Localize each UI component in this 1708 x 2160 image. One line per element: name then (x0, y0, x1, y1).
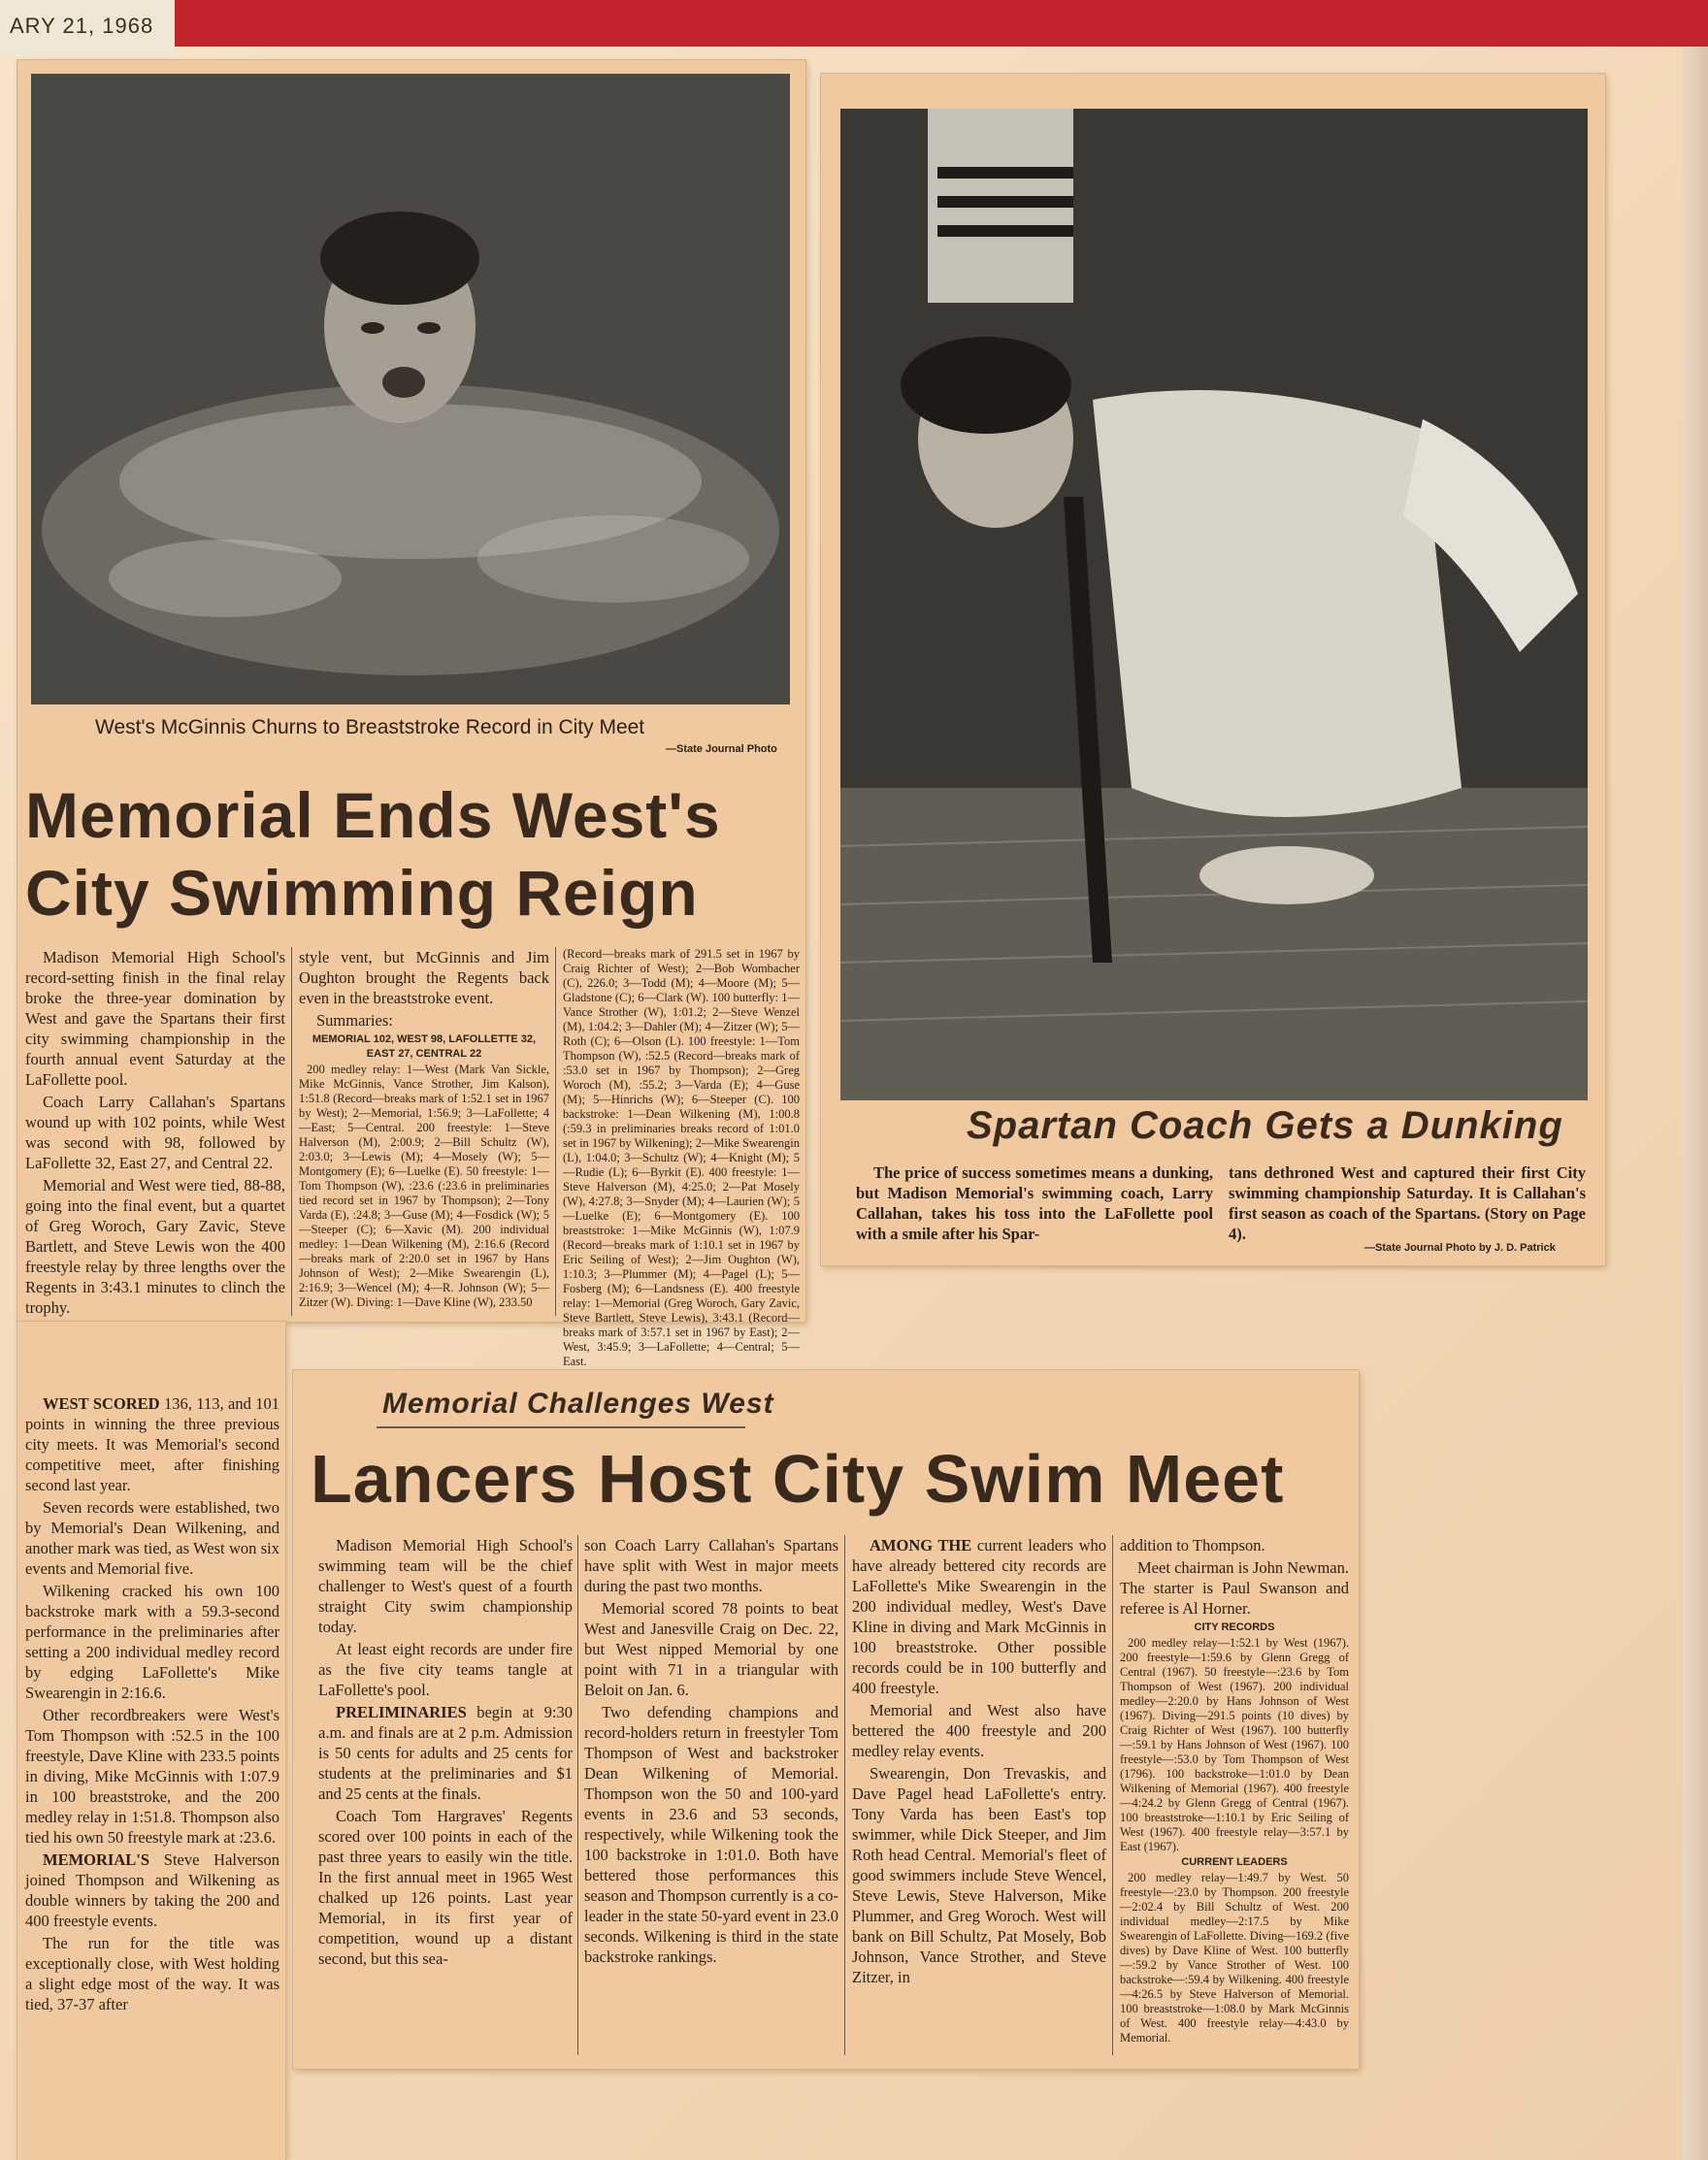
paragraph: Swearengin, Don Trevaskis, and Dave Pagel head LaFollette's entry. Tony Varda has been East's top swimmer, while Dick Steeper, and Jim Roth head Central. Memorial's fleet of good swimmers include Steve Wencel, Steve Lewis, Steve Halverson, Mike Plummer, and Greg Woroch. West will bank on Bill Schultz, Pat Mosely, Bob Johnson, Vance Strother, and Steve Zitzer, in (852, 1764, 1106, 1986)
summary-header: MEMORIAL 102, WEST 98, LAFOLLETTE 32, EAST 27, CENTRAL 22 (312, 1033, 537, 1060)
headline-lancers-host: Lancers Host City Swim Meet (311, 1441, 1285, 1517)
column-rule (577, 1535, 578, 2055)
paragraph: addition to Thompson. (1120, 1536, 1265, 1555)
paragraph: son Coach Larry Callahan's Spartans have split with West in major meets during the past two months. (584, 1536, 838, 1595)
summaries-block (299, 1032, 549, 1310)
paragraph: At least eight records are under fire as the five city teams tangle at LaFollette's pool. (318, 1640, 573, 1699)
headline-city-swimming-reign: City Swimming Reign (25, 857, 699, 929)
paragraph: Meet chairman is John Newman. The starter is Paul Swanson and referee is Al Horner. (1120, 1558, 1349, 1618)
headline-memorial-ends: Memorial Ends West's (25, 779, 721, 851)
article-col-2 (299, 947, 549, 1322)
article-col-3 (852, 1535, 1106, 2059)
article-continued-col (25, 1393, 279, 2154)
clipping-memorial-ends-continued (17, 1322, 285, 2160)
paragraph: Seven records were established, two by Memorial's Dean Wilkening, and another mark was tied, as West won six events and Memorial five. (25, 1498, 279, 1578)
page-edge (1683, 47, 1708, 2160)
photo-coach-dunking (840, 109, 1588, 1100)
paragraph (25, 1849, 279, 1931)
clipping-lancers-host-city-swim-meet (293, 1370, 1359, 2069)
paragraph: Memorial and West also have bettered the 400 freestyle and 200 medley relay events. (852, 1701, 1106, 1760)
lead-in: MEMORIAL'S (43, 1850, 150, 1869)
records-block (1120, 1620, 1349, 2045)
scrapbook-top-band (0, 0, 1708, 47)
paragraph: Wilkening cracked his own 100 backstroke mark with a 59.3-second performance in the preliminaries after setting a 200 individual medley record by edging LaFollette's Mike Swearengin in 2:16.6. (25, 1582, 279, 1702)
paragraph-text: current leaders who have already bettered city records are LaFollette's Mike Swearengin in the 200 individual medley, West's Dave Kline in diving and Mark McGinnis in 100 breaststroke. Other possible records could be in 100 butterfly and 400 freestyle. (852, 1536, 1107, 1697)
paragraph: Memorial and West were tied, 88-88, going into the final event, but a quartet of Greg Woroch, Gary Zavic, Steve Bartlett, and Steve Lewis won the 400 freestyle relay by three lengths over the Regents in 3:43.1 minutes to clinch the trophy. (25, 1176, 285, 1317)
current-leaders-title: CURRENT LEADERS (1181, 1856, 1288, 1868)
column-rule (555, 947, 556, 1316)
paragraph-text: begin at 9:30 a.m. and finals are at 2 p.m. Admission is 50 cents for adults and 25 cents for students at the preliminaries and $1 and 25 cents at the finals. (318, 1703, 573, 1803)
paragraph: Madison Memorial High School's record-setting finish in the final relay broke the three-year domination by West and gave the Spartans their first city swimming championship in the fourth annual event Saturday at the LaFollette pool. (25, 948, 285, 1089)
headline-spartan-coach: Spartan Coach Gets a Dunking (967, 1104, 1563, 1147)
city-records-title: CITY RECORDS (1194, 1621, 1275, 1633)
lead-in: WEST SCORED (43, 1394, 160, 1413)
paragraph: Coach Larry Callahan's Spartans wound up with 102 points, while West was second with 98, followed by LaFollette 32, East 27, and Central 22. (25, 1093, 285, 1172)
column-rule (291, 947, 292, 1316)
article-col-3 (563, 947, 800, 1368)
lead-in: AMONG THE (870, 1536, 972, 1555)
photo-credit-patrick: —State Journal Photo by J. D. Patrick (1364, 1242, 1556, 1254)
paragraph-text: 136, 113, and 101 points in winning the three previous city meets. It was Memorial's second competitive meet, after finishing second last year. (25, 1394, 280, 1494)
paragraph (852, 1535, 1106, 1698)
summary-text: 200 medley relay: 1—West (Mark Van Sickle, Mike McGinnis, Vance Strother, Jim Kalson), 1:51.8 (Record—breaks mark of 1:52.1 set in 1967 by West); 2—Memorial, 1:56.9; 3—LaFollette; 4—East; 5—Central. 200 freestyle: 1—Steve Halverson (M), 2:00.9; 2—Bill Schultz (W), 2:03.0; 3—Lewis (M); 4—Mosely (W); 5—Montgomery (E); 6—Luelke (E). 50 freestyle: 1—Tom Thompson (W), :23.6 (:23.6 in preliminaries tied record set in 1967 by Thompson); 2—Tony Varda (E), :24.8; 3—Guse (M); 4—Fosdick (W); 5—Steeper (C); 6—Xavic (M). 200 individual medley: 1—Dean Wilkening (M), 2:16.6 (Record—breaks mark of 2:20.0 set in 1967 by Hans Johnson of West); 2—Mike Swearengin (L), 2:16.9; 3—Wencel (M); 4—R. Johnson (W); 5—Zitzer (W). Diving: 1—Dave Kline (W), 233.50 (299, 1063, 549, 1309)
caption-col-left: The price of success sometimes means a dunking, but Madison Memorial's swimming coach, Larry Callahan, takes his toss into the LaFollette pool with a smile after his Spar- (856, 1163, 1213, 1243)
column-rule (1112, 1535, 1113, 2055)
kicker-underline (377, 1426, 745, 1428)
caption-col-right: tans dethroned West and captured their first City swimming championship Saturday. It is Callahan's first season as coach of the Spartans. (Story on Page 4). (1229, 1163, 1586, 1243)
paragraph: Two defending champions and record-holders return in freestyler Tom Thompson of West and backstroker Dean Wilkening of Memorial. Thompson won the 50 and 100-yard events in 23.6 and 53 seconds, respectively, while Wilkening took the 100 backstroke in 1:01.0. Both have bettered those performances this season and Thompson currently is a co-leader in the state 50-yard event in 23.0 seconds. Wilkening is third in the state backstroke rankings. (584, 1703, 838, 1966)
paragraph: Memorial scored 78 points to beat West and Janesville Craig on Dec. 22, but West nipped Memorial by one point with 71 in a triangular with Beloit on Jan. 6. (584, 1599, 838, 1699)
photo-mcginnis-swimming (31, 74, 790, 704)
kicker-memorial-challenges: Memorial Challenges West (382, 1388, 774, 1420)
paragraph (318, 1702, 573, 1804)
paragraph-text: Steve Halverson joined Thompson and Wilkening as double winners by taking the 200 and 400 freestyle events. (25, 1850, 279, 1930)
current-leaders-list: 200 medley relay—1:49.7 by West. 50 freestyle—:23.0 by Thompson. 200 freestyle—2:02.4 by Bill Schultz of West. 200 individual medley—2:17.5 by Mike Swearengin of LaFollette. Diving—169.2 (five dives) by Dave Kline of West. 100 butterfly—:59.2 by Vance Strother of West. 100 backstroke—:59.4 by Wilkening. 400 freestyle—4:26.5 by Steve Halverson of Memorial. 100 breaststroke—1:08.0 by Mark McGinnis of West. 400 freestyle relay—4:43.0 by Memorial. (1120, 1871, 1349, 2045)
article-col-1 (25, 947, 285, 1322)
photo-credit-state-journal: —State Journal Photo (666, 743, 777, 755)
clipping-spartan-coach-dunking (821, 74, 1605, 1265)
lead-in: PRELIMINARIES (336, 1703, 467, 1721)
article-col-4 (1120, 1535, 1349, 2059)
photo-caption-mcginnis: West's McGinnis Churns to Breaststroke Record in City Meet (95, 716, 645, 738)
city-records-list: 200 medley relay—1:52.1 by West (1967). 200 freestyle—1:59.6 by Glenn Gregg of Central (1967). 50 freestyle—:23.6 by Tom Thompson of West (1967). 200 individual medley—2:20.0 by Hans Johnson of West (1967). Diving—291.5 points (10 dives) by Craig Richter of West (1967). 100 butterfly—:59.1 by Hans Johnson of West (1967). 100 freestyle—:53.0 by Tom Thompson of West (1796). 100 backstroke—1:01.0 by Dean Wilkening of Memorial (1967). 400 freestyle—4:24.2 by Glenn Gregg of Central (1967). 100 breaststroke—1:10.1 by Eric Seiling of West (1967). 400 freestyle relay—3:57.1 by East (1967). (1120, 1636, 1349, 1853)
paragraph: The run for the title was exceptionally close, with West holding a slight edge most of the way. It was tied, 37-37 after (25, 1934, 279, 2013)
summaries-label: Summaries: (316, 1011, 393, 1030)
article-col-2 (584, 1535, 838, 2059)
paragraph: Other recordbreakers were West's Tom Thompson with :52.5 in the 100 freestyle, Dave Kline with 233.5 points in diving, Mike McGinnis with 1:07.9 in 100 breaststroke, and the 200 medley relay in 1:51.8. Thompson also tied his own 50 freestyle mark at :23.6. (25, 1706, 279, 1847)
paragraph: style vent, but McGinnis and Jim Oughton brought the Regents back even in the breaststroke event. (299, 948, 549, 1007)
clipping-memorial-ends-wests-reign (17, 60, 805, 1368)
paragraph (25, 1393, 279, 1495)
article-col-1 (318, 1535, 573, 2059)
paragraph: Madison Memorial High School's swimming team will be the chief challenger to West's quest of a fourth straight City swim championship today. (318, 1536, 573, 1636)
summary-text: (Record—breaks mark of 291.5 set in 1967 by Craig Richter of West); 2—Bob Wombacher (C), 226.0; 3—Todd (M); 4—Moore (M); 5—Gladstone (C); 6—Clark (W). 100 butterfly: 1—Vance Strother (W), 1:01.2; 2—Steve Wenzel (M), 1:04.2; 3—Dahler (M); 4—Zitzer (W); 5—Roth (C); 6—Olson (L). 100 freestyle: 1—Tom Thompson (W), :52.5 (Record—breaks mark of :53.0 set in 1967 by Thompson); 2—Greg Woroch (M), :55.2; 3—Varda (E); 4—Guse (M); 5—Hinrichs (W); 6—Steeper (C). 100 backstroke: 1—Dean Wilkening (M), 1:00.8 (:59.3 in preliminaries breaks record of 1:01.0 set in 1967 by Wilkening); 2—Mike Swearengin (L), 1:04.0; 3—Schultz (W); 4—Knight (M); 5—Rudie (L); 6—Byrkit (E). 400 freestyle: 1—Steve Halverson (M), 4:25.0; 2—Pat Mosely (W), 4:27.8; 3—Snyder (M); 4—Laurien (W); 5—Luelke (E); 6—Montgomery (E). 100 breaststroke: 1—Mike McGinnis (W), 1:07.9 (Record—breaks mark of 1:10.1 set in 1967 by Eric Seiling of West); 2—Jim Oughton (W), 1:10.3; 3—Plummer (M); 4—Pagel (L); 5—Fosberg (M); 6—Landsness (E). 400 freestyle relay: 1—Memorial (Greg Woroch, Gary Zavic, Steve Bartlett, Steve Lewis), 3:43.1 (Record—breaks mark of 3:57.1 set in 1967 by East); 2—West, 3:45.9; 3—LaFollette; 4—Central; 5—East. (563, 947, 800, 1368)
date-fragment: ARY 21, 1968 (0, 0, 175, 56)
paragraph: Coach Tom Hargraves' Regents scored over 100 points in each of the past three years to easily win the title. In the first annual meet in 1965 West chalked up 126 points. Last year Memorial, in its first year of competition, wound up a distant second, but this sea- (318, 1807, 573, 1968)
column-rule (844, 1535, 845, 2055)
